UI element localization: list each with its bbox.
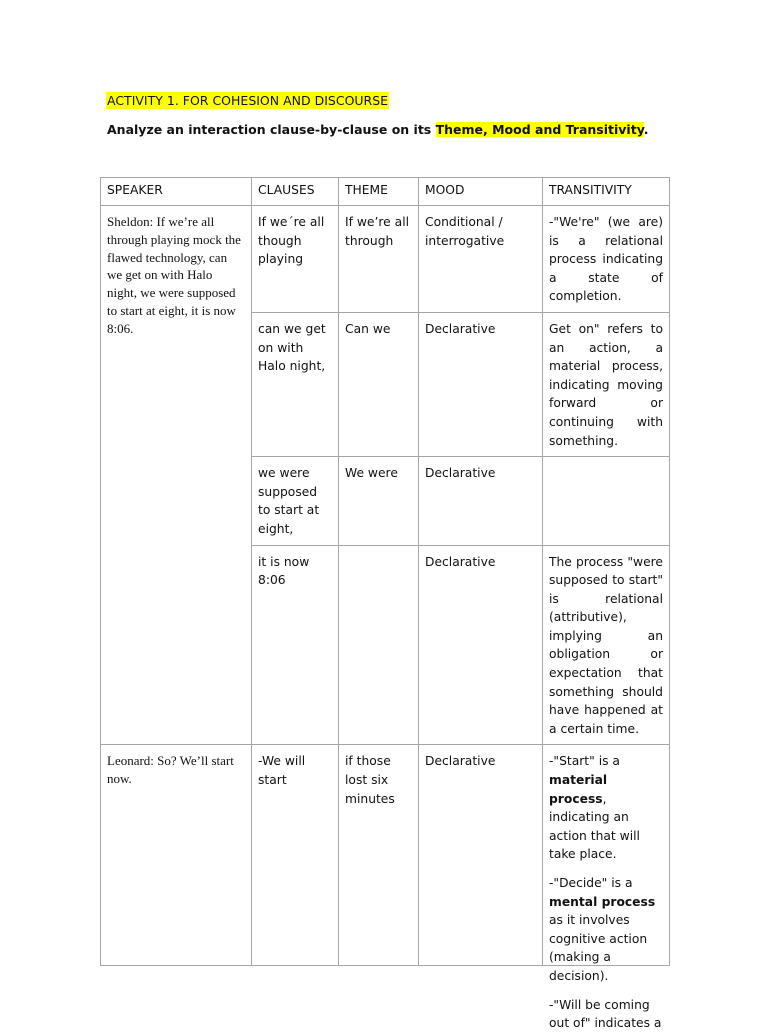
transitivity-text: -"Decide" is a	[549, 876, 633, 890]
instruction-text	[107, 121, 648, 139]
transitivity-bold-term: mental process	[549, 894, 656, 909]
transitivity-text: -"Will be coming out of" indicates a	[549, 997, 662, 1031]
clause-cell: -We will start	[252, 745, 339, 966]
transitivity-cell: -"We're" (we are) is a relational process indicating a state of completion.	[543, 206, 670, 313]
table-header-row	[101, 178, 670, 206]
transitivity-paragraph	[549, 996, 663, 1033]
theme-cell: We were	[339, 457, 419, 545]
transitivity-content	[549, 752, 663, 1031]
mood-cell: Declarative	[419, 545, 543, 745]
header-transitivity: TRANSITIVITY	[543, 178, 670, 206]
speaker-cell-leonard: Leonard: So? We’ll start now.	[101, 745, 252, 966]
activity-heading: ACTIVITY 1. FOR COHESION AND DISCOURSE	[107, 93, 389, 108]
clause-cell: we were supposed to start at eight,	[252, 457, 339, 545]
instruction-suffix: .	[643, 122, 649, 137]
speaker-cell-sheldon: Sheldon: If we’re all through playing mock the flawed technology, can we get on with Halo night, we were supposed to start at eight, it is now 8:06.	[101, 206, 252, 745]
transitivity-paragraph	[549, 874, 663, 986]
header-mood: MOOD	[419, 178, 543, 206]
theme-cell: Can we	[339, 312, 419, 456]
instruction-prefix: Analyze an interaction clause-by-clause on its	[107, 122, 436, 137]
transitivity-text: -"Start" is a	[549, 754, 620, 769]
clause-cell: If we´re all though playing	[252, 206, 339, 313]
transitivity-paragraph	[549, 752, 663, 864]
mood-cell: Declarative	[419, 745, 543, 966]
instruction-highlight: Theme, Mood and Transitivity	[435, 122, 644, 137]
table-row	[101, 745, 670, 966]
table-row	[101, 206, 670, 313]
analysis-table	[100, 177, 670, 1031]
transitivity-cell	[543, 457, 670, 545]
clause-cell: can we get on with Halo night,	[252, 312, 339, 456]
transitivity-bold-term: material process	[549, 773, 608, 806]
header-speaker: SPEAKER	[101, 178, 252, 206]
mood-cell: Declarative	[419, 457, 543, 545]
mood-cell: Declarative	[419, 312, 543, 456]
transitivity-cell	[543, 745, 670, 1031]
mood-cell: Conditional / interrogative	[419, 206, 543, 313]
clause-cell: it is now 8:06	[252, 545, 339, 745]
transitivity-text: , indicating an action that will take place.	[549, 791, 640, 862]
header-theme: THEME	[339, 178, 419, 206]
header-clauses: CLAUSES	[252, 178, 339, 206]
theme-cell: if those lost six minutes	[339, 745, 419, 966]
transitivity-cell: Get on" refers to an action, a material process, indicating moving forward or continuing with something.	[543, 312, 670, 456]
transitivity-cell: The process "were supposed to start" is relational (attributive), implying an obligation or expectation that something should have happened at a certain time.	[543, 545, 670, 745]
theme-cell: If we’re all through	[339, 206, 419, 313]
transitivity-text: as it involves cognitive action (making a decision).	[549, 913, 648, 983]
theme-cell	[339, 545, 419, 745]
